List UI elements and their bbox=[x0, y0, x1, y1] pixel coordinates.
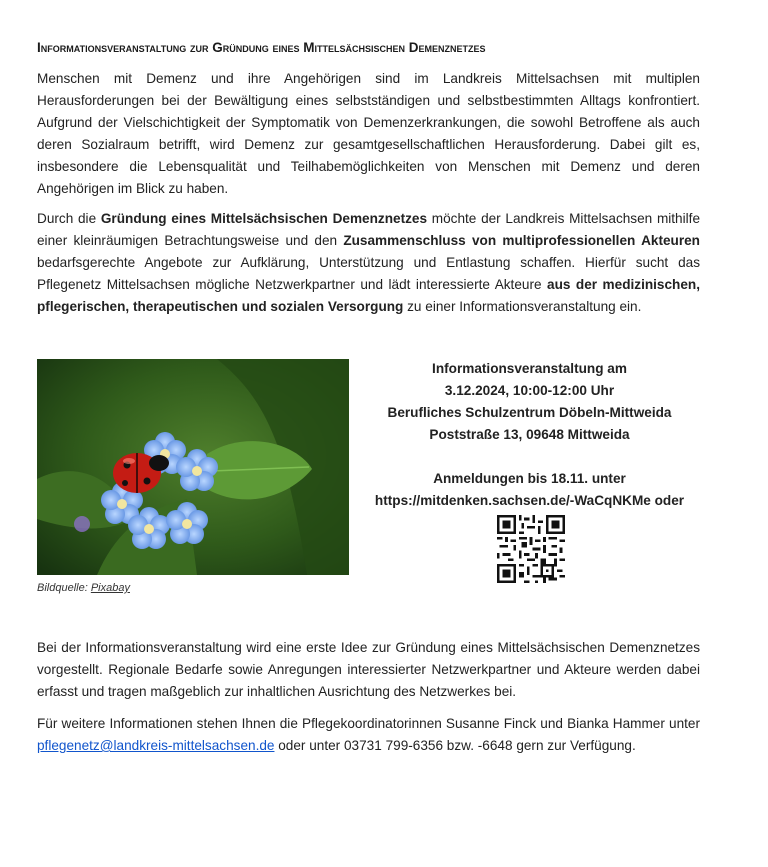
contact-paragraph: Für weitere Informationen stehen Ihnen die Pflegekoordinatorinnen Susanne Finck und Bianka Hammer unter pflegenetz@landkreis-mittelsachsen.de oder unter 03731 799-6356 bzw. -6648 gern zur Verfügung. bbox=[37, 716, 700, 753]
event-venue: Berufliches Schulzentrum Döbeln-Mittweida bbox=[387, 405, 672, 420]
event-address: Poststraße 13, 09648 Mittweida bbox=[429, 427, 630, 442]
event-heading: Informationsveranstaltung am bbox=[432, 361, 627, 376]
intro-paragraph: Menschen mit Demenz und ihre Angehörigen sind im Landkreis Mittelsachsen mit multiplen Herausforderungen bei der Bewältigung eines selbstständigen und selbstbestimmten Alltags konfrontiert. Aufgrund der Vielschichtigkeit der Symptomatik von Demenzerkrankungen, die sowohl Betroffene als auch deren Sozialraum betrifft, wird Demenz zur gesamtgesellschaftlichen Herausforderung. Dabei gilt es, insbesondere die Lebensqualität und Teilhabemöglichkeiten von Menschen mit Demenz und deren Angehörigen im Blick zu haben. bbox=[37, 71, 700, 196]
registration-url[interactable]: https://mitdenken.sachsen.de/-WaCqNKMe oder bbox=[374, 493, 685, 508]
presentation-paragraph: Bei der Informationsveranstaltung wird eine erste Idee zur Gründung eines Mittelsächsischen Demenznetzes vorgestellt. Regionale Bedarfe sowie Anregungen interessierter Netzwerkpartner und Akteure werden dabei erfasst und tragen maßgeblich zur inhaltlichen Ausrichtung des Netzwerkes bei. bbox=[37, 640, 700, 699]
document-title: Informationsveranstaltung zur Gründung eines Mittelsächsischen Demenznetzes bbox=[37, 40, 486, 55]
image-source-link[interactable]: Pixabay bbox=[90, 582, 130, 594]
contact-email-link[interactable]: pflegenetz@landkreis-mittelsachsen.de bbox=[37, 738, 275, 753]
registration-deadline: Anmeldungen bis 18.11. unter bbox=[433, 471, 626, 486]
ladybug-flower-illustration bbox=[37, 359, 349, 575]
qr-code-icon[interactable] bbox=[497, 515, 565, 583]
ladybug-flower-photo bbox=[37, 359, 349, 575]
event-info-block bbox=[357, 358, 702, 512]
purpose-paragraph: Durch die Gründung eines Mittelsächsischen Demenznetzes möchte der Landkreis Mittelsachsen mithilfe einer kleinräumigen Betrachtungsweise und den Zusammenschluss von multiprofessionellen Akteuren bedarfsgerechte Angebote zur Aufklärung, Unterstützung und Entlastung schaffen. Hierfür sucht das Pflegenetz Mittelsachsen mögliche Netzwerkpartner und lädt interessierte Akteure aus der medizinischen, pflegerischen, therapeutischen und sozialen Versorgung zu einer Informationsveranstaltung ein. bbox=[37, 211, 700, 314]
image-caption: Bildquelle: Pixabay bbox=[37, 582, 130, 594]
event-date: 3.12.2024, 10:00-12:00 Uhr bbox=[444, 383, 615, 398]
